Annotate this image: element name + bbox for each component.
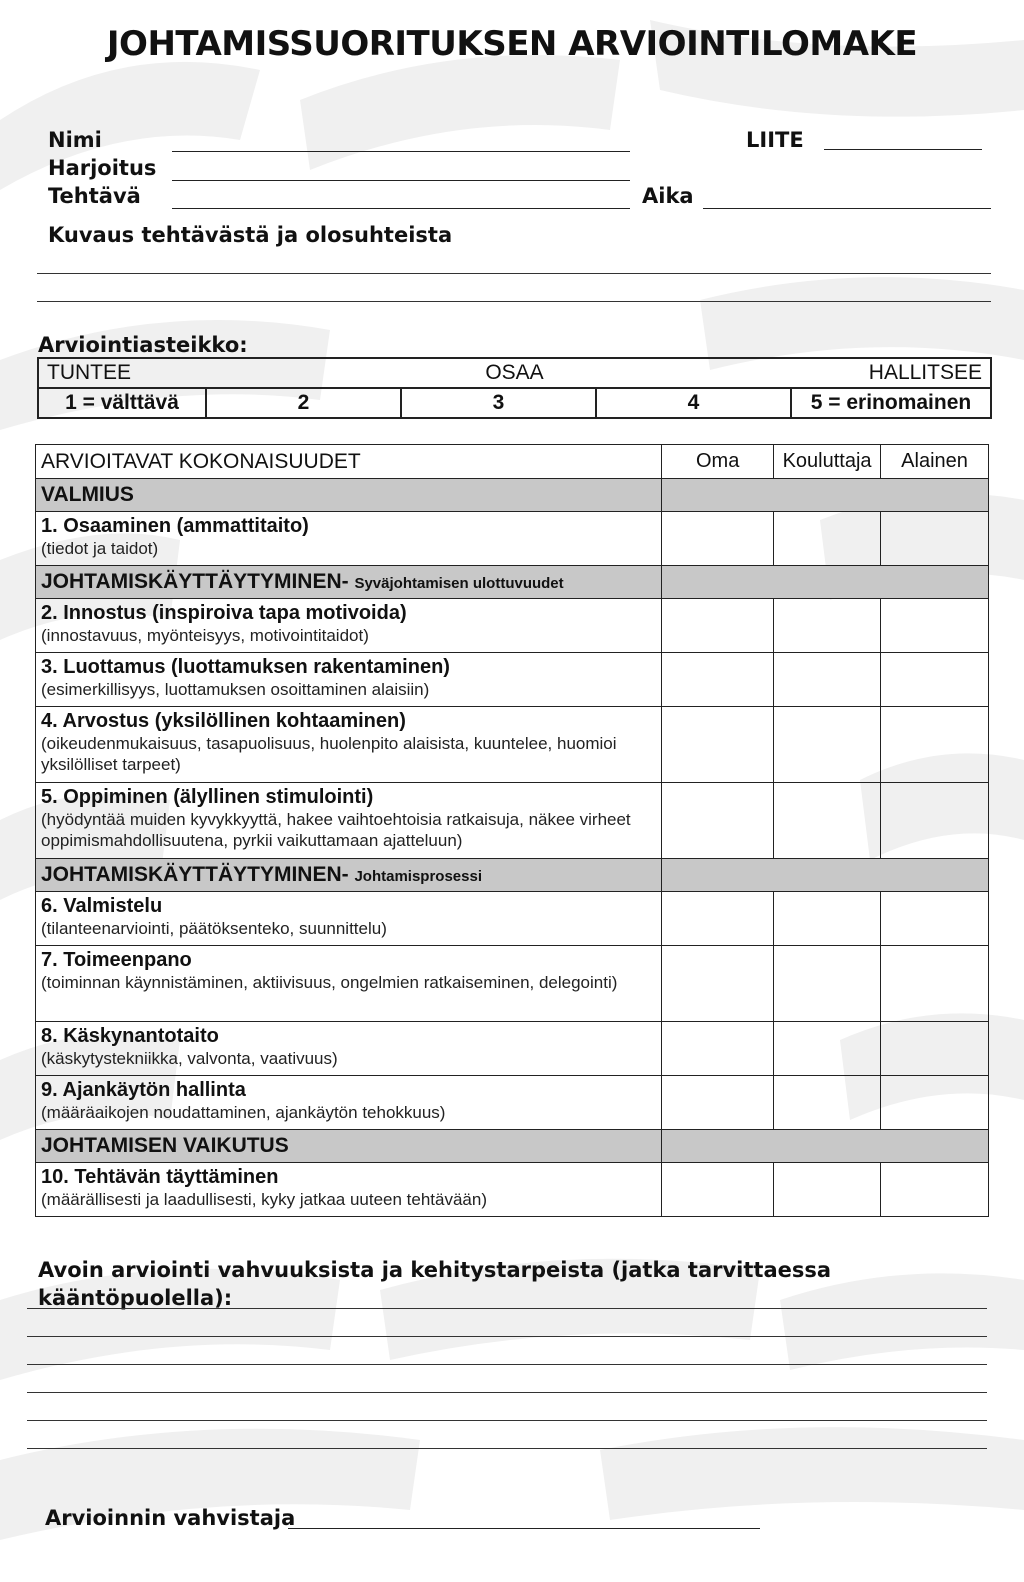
description-label: Kuvaus tehtävästä ja olosuhteista: [48, 223, 453, 247]
open-evaluation-label: Avoin arviointi vahvuuksista ja kehitystarpeista (jatka tarvittaessa kääntöpuolella):: [38, 1258, 832, 1310]
item-title: 2. Innostus (inspiroiva tapa motivoida): [41, 602, 407, 624]
section-title: JOHTAMISKÄYTTÄYTYMINEN-: [41, 570, 349, 593]
criteria-item: [36, 653, 662, 707]
criteria-item: [36, 892, 662, 946]
score-cell-trainer[interactable]: [774, 599, 881, 653]
open-evaluation-line-2[interactable]: [27, 1336, 987, 1337]
column-header-subordinate: Alainen: [881, 445, 989, 479]
score-cell-subordinate[interactable]: [881, 1163, 989, 1217]
scale-value-2: 2: [206, 388, 401, 418]
item-description: (toiminnan käynnistäminen, aktiivisuus, ongelmien ratkaiseminen, delegointi): [41, 973, 618, 992]
score-cell-own[interactable]: [662, 512, 774, 566]
item-description: (tiedot ja taidot): [41, 539, 159, 558]
score-cell-trainer[interactable]: [774, 1163, 881, 1217]
score-cell-subordinate[interactable]: [881, 1022, 989, 1076]
score-cell-own[interactable]: [662, 783, 774, 859]
score-cell-own[interactable]: [662, 599, 774, 653]
description-line-2[interactable]: [37, 301, 991, 302]
evaluation-table: [35, 444, 989, 1217]
section-header: [36, 566, 662, 599]
open-evaluation-line-3[interactable]: [27, 1364, 987, 1365]
open-evaluation-line-6[interactable]: [27, 1448, 987, 1449]
item-description: (käskytystekniikka, valvonta, vaativuus): [41, 1049, 338, 1068]
score-cell-trainer[interactable]: [774, 512, 881, 566]
item-description: (esimerkillisyys, luottamuksen osoittaminen alaisiin): [41, 680, 430, 699]
item-title: 3. Luottamus (luottamuksen rakentaminen): [41, 656, 450, 678]
scale-heading: Arviointiasteikko:: [38, 333, 248, 357]
scale-value-4: 4: [596, 388, 791, 418]
score-cell-trainer[interactable]: [774, 1076, 881, 1130]
section-fill: [662, 859, 989, 892]
item-description: (innostavuus, myönteisyys, motivointitaidot): [41, 626, 369, 645]
section-header: [36, 479, 662, 512]
score-cell-trainer[interactable]: [774, 946, 881, 1022]
criteria-item: [36, 1163, 662, 1217]
section-title: JOHTAMISKÄYTTÄYTYMINEN-: [41, 863, 349, 886]
item-description: (määrällisesti ja laadullisesti, kyky jatkaa uuteen tehtävään): [41, 1190, 488, 1209]
scale-value-5: 5 = erinomainen: [791, 388, 991, 418]
exercise-field[interactable]: [172, 180, 630, 181]
score-cell-own[interactable]: [662, 1076, 774, 1130]
score-cell-subordinate[interactable]: [881, 599, 989, 653]
criteria-item: [36, 707, 662, 783]
item-description: (tilanteenarviointi, päätöksenteko, suunnittelu): [41, 919, 387, 938]
exercise-label: Harjoitus: [48, 156, 157, 180]
score-cell-subordinate[interactable]: [881, 1076, 989, 1130]
scale-value-3: 3: [401, 388, 596, 418]
column-header-trainer: Kouluttaja: [774, 445, 881, 479]
open-evaluation-line-5[interactable]: [27, 1420, 987, 1421]
time-field[interactable]: [703, 208, 991, 209]
section-title: VALMIUS: [41, 483, 134, 506]
description-line-1[interactable]: [37, 273, 991, 274]
form-title: JOHTAMISSUORITUKSEN ARVIOINTILOMAKE: [106, 24, 918, 64]
section-header: [36, 859, 662, 892]
task-label: Tehtävä: [48, 184, 141, 208]
score-cell-subordinate[interactable]: [881, 653, 989, 707]
item-title: 10. Tehtävän täyttäminen: [41, 1166, 279, 1188]
score-cell-own[interactable]: [662, 653, 774, 707]
score-cell-trainer[interactable]: [774, 1022, 881, 1076]
attachment-field[interactable]: [824, 149, 982, 150]
scale-level-low: TUNTEE: [47, 361, 131, 384]
scale-value-1: 1 = välttävä: [38, 388, 206, 418]
score-cell-subordinate[interactable]: [881, 783, 989, 859]
item-description: (oikeudenmukaisuus, tasapuolisuus, huolenpito alaisista, kuuntelee, huomioi yksilölliset tarpeet): [41, 734, 617, 774]
criteria-item: [36, 1022, 662, 1076]
item-title: 4. Arvostus (yksilöllinen kohtaaminen): [41, 710, 406, 732]
section-fill: [662, 1130, 989, 1163]
score-cell-trainer[interactable]: [774, 707, 881, 783]
score-cell-subordinate[interactable]: [881, 512, 989, 566]
item-title: 9. Ajankäytön hallinta: [41, 1079, 246, 1101]
score-cell-own[interactable]: [662, 892, 774, 946]
section-header: [36, 1130, 662, 1163]
criteria-item: [36, 783, 662, 859]
score-cell-subordinate[interactable]: [881, 892, 989, 946]
scale-levels-row: [38, 358, 991, 388]
score-cell-own[interactable]: [662, 1163, 774, 1217]
column-header-own: Oma: [662, 445, 774, 479]
item-description: (määräaikojen noudattaminen, ajankäytön tehokkuus): [41, 1103, 446, 1122]
task-field[interactable]: [172, 208, 630, 209]
item-title: 8. Käskynantotaito: [41, 1025, 219, 1047]
score-cell-own[interactable]: [662, 707, 774, 783]
section-fill: [662, 479, 989, 512]
confirmer-signature-field[interactable]: [288, 1528, 760, 1529]
rating-scale-table: [37, 357, 992, 419]
item-title: 1. Osaaminen (ammattitaito): [41, 515, 309, 537]
score-cell-subordinate[interactable]: [881, 946, 989, 1022]
score-cell-trainer[interactable]: [774, 892, 881, 946]
open-evaluation-line-4[interactable]: [27, 1392, 987, 1393]
item-title: 7. Toimeenpano: [41, 949, 192, 971]
section-subtitle: Johtamisprosessi: [354, 868, 483, 885]
name-field[interactable]: [172, 151, 630, 152]
scale-level-high: HALLITSEE: [868, 361, 982, 384]
score-cell-trainer[interactable]: [774, 653, 881, 707]
score-cell-trainer[interactable]: [774, 783, 881, 859]
confirmer-label: Arvioinnin vahvistaja: [45, 1506, 296, 1530]
section-subtitle: Syväjohtamisen ulottuvuudet: [354, 575, 564, 592]
score-cell-own[interactable]: [662, 1022, 774, 1076]
open-evaluation-line-1[interactable]: [27, 1308, 987, 1309]
criteria-item: [36, 599, 662, 653]
score-cell-own[interactable]: [662, 946, 774, 1022]
item-description: (hyödyntää muiden kyvykkyyttä, hakee vaihtoehtoisia ratkaisuja, näkee virheet oppimismahdollisuutena, pyrkii vaikuttamaan ajatteluun): [41, 810, 631, 850]
criteria-item: [36, 946, 662, 1022]
criteria-item: [36, 1076, 662, 1130]
section-fill: [662, 566, 989, 599]
column-header-areas: ARVIOITAVAT KOKONAISUUDET: [36, 445, 662, 479]
criteria-item: [36, 512, 662, 566]
scale-level-mid: OSAA: [485, 361, 544, 384]
attachment-label: LIITE: [746, 128, 804, 152]
section-title: JOHTAMISEN VAIKUTUS: [41, 1134, 289, 1157]
name-label: Nimi: [48, 128, 102, 152]
item-title: 5. Oppiminen (älyllinen stimulointi): [41, 786, 374, 808]
time-label: Aika: [642, 184, 694, 208]
item-title: 6. Valmistelu: [41, 895, 163, 917]
score-cell-subordinate[interactable]: [881, 707, 989, 783]
